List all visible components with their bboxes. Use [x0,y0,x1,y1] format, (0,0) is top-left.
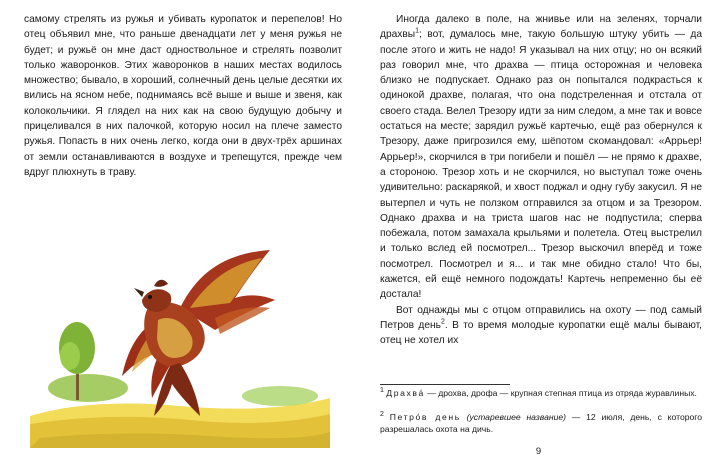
footnote-ref: 1 [415,27,420,35]
footnote-term: Драхва́ [386,388,425,398]
left-paragraph: самому стрелять из ружья и убивать куропаток и перепелов! Но отец объявил мне, что раньше двенадцати лет у меня ружья не будет; и ружьё он мне даст одноствольное и стрелять позволит только жаворонков. Этих жаворонков в наших местах водилось множество; бывало, в хороший, солнечный день целые десятки их вились на ясном небе, поднимаясь всё выше и выше и звеня, как колокольчики. Я глядел на них как на свою будущую добычу и прицеливался в них палочкой, которую носил на плече заместо ружья. Попасть в них очень легко, когда они в двух-трёх аршинах от земли останавливаются в воздухе и трепещутся, прежде чем вдруг плюхнуть в траву. [24,14,342,178]
lark-illustration [30,248,330,448]
footnote-2 [380,411,702,435]
footnote-mark: 1 [380,387,384,395]
right-page [359,0,718,472]
right-paragraph-2 [380,303,702,349]
text-run: ; вот, думалось мне, такую большую штуку убить — да после этого и жить не надо! Я указывал на них отцу; но он всякий раз говорил мне, что драхва — птица осторожная и человека близко не подпускает. Однако раз он попытался подкрасться к одинокой драхве, полагая, что она подстреленная и отстала от своего стада. Велел Трезору идти за ним следом, а мне так и вовсе остаться на месте; зарядил ружьё картечью, ещё раз обернулся к Трезору, даже пригрозился ему, шёпотом скомандовал: «Аррьер! Аррьер!», скорчился в три погибели и пошёл — не прямо к драхве, а стороною. Трезор хоть и не скорчился, но выступал тоже очень удивительно: раскарякой, и хвост поджал и одну губу закусил. Я не вытерпел и чуть не ползком отправился за отцом и за Трезором. Однако драхва и на триста шагов нас не подпустила; сперва побежала, потом замахала крыльями и полетела. Отец выстрелил и только вслед ей посмотрел... Трезор выскочил вперёд и тоже посмотрел. Посмотрел и я... и так мне обидно стало! Что бы, кажется, ей ещё немного подождать! Картечь непременно бы её достала! [380,29,702,301]
footnote-text: — 12 июля, день, с которого разрешалась охота на дичь. [380,412,703,434]
footnote-mark: 2 [380,411,384,419]
footnote-separator [380,384,510,385]
footnote-ref: 2 [440,318,445,326]
footnote-1 [380,387,702,399]
text-run: . В то время молодые куропатки ещё малы бывают, отец не хотел их [380,319,702,347]
text-run: Иногда далеко в поле, на жнивье или на зеленях, торчали драхвы [380,14,702,41]
page-number: 9 [535,446,542,457]
footnote-term: Петро́в день [389,412,461,422]
right-paragraph-1 [380,12,702,303]
footnote-note: (устаревшее название) [466,412,566,422]
footnote-text: — дрохва, дрофа — крупная степная птица из отряда журавлиных. [424,388,697,398]
right-text-column [380,12,702,349]
text-run: Вот однажды мы с отцом отправились на охоту — под самый Петров день [380,304,702,331]
left-text-column [24,12,342,180]
